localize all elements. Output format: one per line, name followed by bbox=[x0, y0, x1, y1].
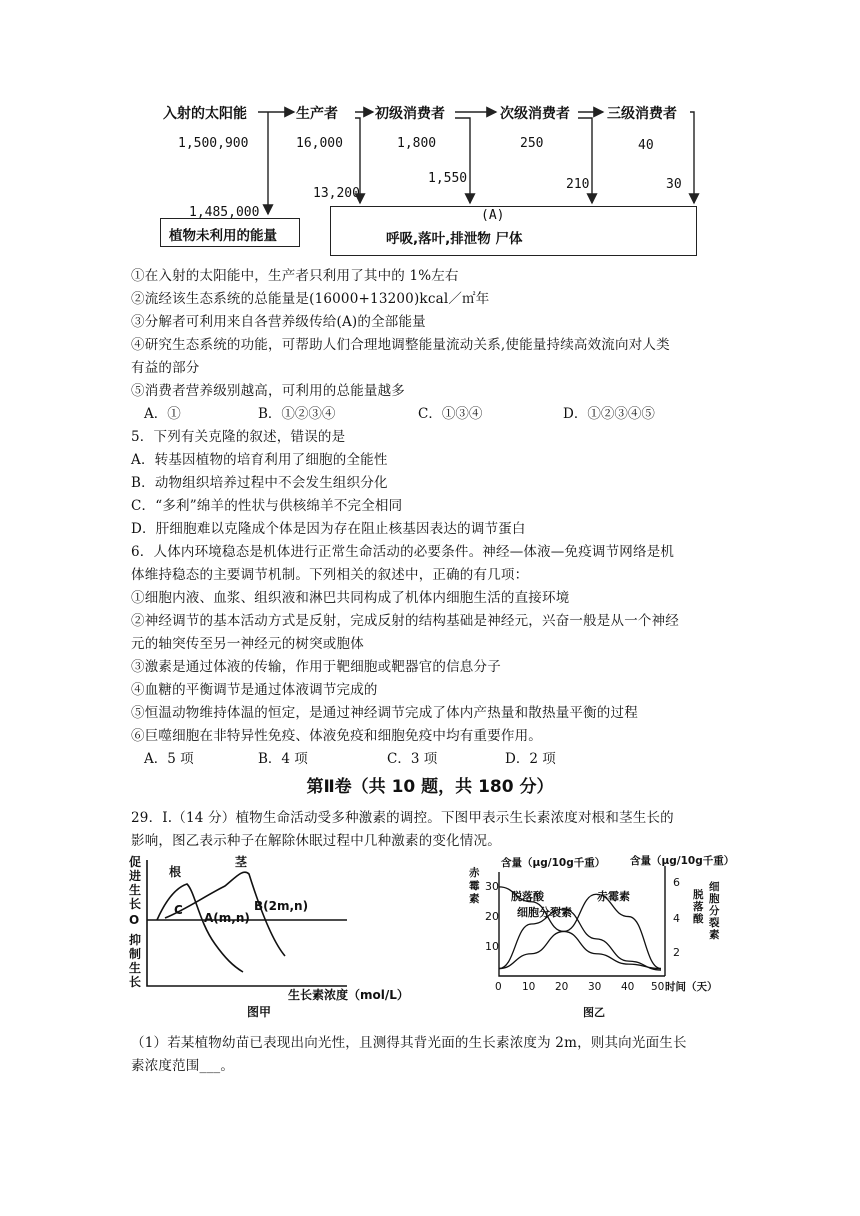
fig-yi-xtick-10: 10 bbox=[522, 981, 536, 993]
fig-yi-left-axis-label: 赤霉素 bbox=[469, 867, 480, 905]
side-value-2: 1,550 bbox=[428, 171, 468, 186]
node-secondary-consumer: 次级消费者 bbox=[500, 106, 570, 122]
value-secondary: 250 bbox=[520, 136, 544, 151]
fig-yi-left-tick-30: 30 bbox=[485, 880, 499, 893]
fig-yi-right-tick-2: 2 bbox=[673, 946, 680, 959]
value-unused: 1,485,000 bbox=[189, 205, 260, 220]
node-primary-consumer: 初级消费者 bbox=[375, 106, 445, 122]
fig-yi-label-ck: 细胞分裂素 bbox=[517, 906, 572, 919]
q5-option-c: C．“多利”绵羊的性状与供核绵羊不完全相同 bbox=[131, 498, 403, 514]
node-sunlight: 入射的太阳能 bbox=[163, 106, 247, 122]
box-content: 呼吸,落叶,排泄物 尸体 bbox=[386, 231, 523, 247]
q29-intro-2: 影响，图乙表示种子在解除休眠过程中几种激素的变化情况。 bbox=[131, 833, 501, 849]
fig-yi-xtick-40: 40 bbox=[621, 981, 635, 993]
q4-statement-2: ②流经该生态系统的总能量是(16000+13200)kcal／㎡年 bbox=[131, 291, 490, 307]
node-tertiary-consumer: 三级消费者 bbox=[607, 106, 677, 122]
value-tertiary: 40 bbox=[638, 138, 654, 153]
value-producer: 16,000 bbox=[296, 136, 343, 151]
fig-jia-zero: O bbox=[129, 913, 140, 927]
q29-intro-1: 29．Ⅰ.（14 分）植物生命活动受多种激素的调控。下图甲表示生长素浓度对根和茎生长的 bbox=[131, 810, 674, 826]
fig-yi-xtick-0: 0 bbox=[495, 981, 502, 993]
fig-jia-stem-label: 茎 bbox=[235, 855, 248, 869]
q6-option-c: C．3 项 bbox=[387, 751, 438, 767]
box-a-label: (A) bbox=[481, 208, 505, 223]
fig-yi-xtick-50: 50 bbox=[651, 981, 665, 993]
fig-yi-axes bbox=[499, 872, 665, 976]
q5-option-d: D．肝细胞难以克隆成个体是因为存在阻止核基因表达的调节蛋白 bbox=[131, 521, 526, 537]
q4-option-d: D．①②③④⑤ bbox=[563, 406, 655, 422]
q4-statement-5: ⑤消费者营养级别越高，可利用的总能量越多 bbox=[131, 383, 405, 399]
fig-jia-caption: 图甲 bbox=[247, 1005, 272, 1019]
q4-statement-1: ①在入射的太阳能中，生产者只利用了其中的 1%左右 bbox=[131, 268, 459, 284]
fig-jia-root-label: 根 bbox=[169, 865, 182, 879]
fig-yi-right-unit: 含量（μg/10g千重） bbox=[630, 855, 735, 867]
q4-option-c: C．①③④ bbox=[418, 406, 483, 422]
q6-statement-6: ⑥巨噬细胞在非特异性免疫、体液免疫和细胞免疫中均有重要作用。 bbox=[131, 728, 542, 744]
q6-statement-3: ③激素是通过体液的传输，作用于靶细胞或靶器官的信息分子 bbox=[131, 659, 501, 675]
fig-jia-point-c: C bbox=[174, 903, 183, 917]
side-value-3: 210 bbox=[566, 177, 590, 192]
q5-option-b: B．动物组织培养过程中不会发生组织分化 bbox=[131, 475, 388, 491]
q5-option-a: A．转基因植物的培育利用了细胞的全能性 bbox=[131, 452, 388, 468]
fig-yi-left-unit: 含量（μg/10g千重） bbox=[501, 857, 606, 869]
q4-option-a: A．① bbox=[144, 406, 181, 422]
q6-statement-2: ②神经调节的基本活动方式是反射，完成反射的结构基础是神经元，兴奋一般是从一个神经 bbox=[131, 613, 679, 629]
section-title: 第Ⅱ卷（共 10 题，共 180 分） bbox=[306, 777, 554, 797]
fig-jia-ylabel-bottom: 抑制生长 bbox=[129, 933, 142, 989]
q6-statement-1: ①细胞内液、血浆、组织液和淋巴共同构成了机体内细胞生活的直接环境 bbox=[131, 590, 570, 606]
side-value-1: 13,200 bbox=[313, 186, 360, 201]
q29-sub1-line1: （1）若某植物幼苗已表现出向光性，且测得其背光面的生长素浓度为 2m，则其向光面生长 bbox=[131, 1035, 687, 1051]
q4-statement-4: ④研究生态系统的功能，可帮助人们合理地调整能量流动关系,使能量持续高效流向对人类 bbox=[131, 337, 670, 353]
value-primary: 1,800 bbox=[397, 136, 437, 151]
root-curve bbox=[157, 884, 243, 972]
value-sunlight: 1,500,900 bbox=[178, 136, 249, 151]
fig-yi-right-tick-6: 6 bbox=[673, 876, 680, 889]
fig-yi-left-tick-10: 10 bbox=[485, 940, 499, 953]
fig-yi-left-tick-20: 20 bbox=[485, 910, 499, 923]
fig-yi-label-aba: 脱落酸 bbox=[511, 890, 544, 903]
fig-jia-point-a: A(m,n) bbox=[204, 911, 250, 925]
fig-yi-xtick-20: 20 bbox=[555, 981, 569, 993]
figure-jia bbox=[125, 852, 445, 1024]
fig-yi-right-tick-4: 4 bbox=[673, 912, 680, 925]
fig-yi-xtick-30: 30 bbox=[588, 981, 602, 993]
q6-statement-4: ④血糖的平衡调节是通过体液调节完成的 bbox=[131, 682, 378, 698]
q6-option-a: A．5 项 bbox=[144, 751, 194, 767]
q6-option-b: B．4 项 bbox=[258, 751, 308, 767]
fig-yi-caption: 图乙 bbox=[583, 1006, 605, 1019]
q29-sub1-line2: 素浓度范围___。 bbox=[131, 1058, 235, 1074]
figure-yi bbox=[465, 852, 735, 1024]
fig-jia-xlabel: 生长素浓度（mol/L） bbox=[288, 988, 409, 1002]
q4-option-b: B．①②③④ bbox=[258, 406, 336, 422]
side-value-4: 30 bbox=[666, 177, 682, 192]
q5-stem: 5．下列有关克隆的叙述，错误的是 bbox=[131, 429, 346, 445]
q4-statement-4-cont: 有益的部分 bbox=[131, 360, 200, 376]
q6-stem-1: 6．人体内环境稳态是机体进行正常生命活动的必要条件。神经—体液—免疫调节网络是机 bbox=[131, 544, 675, 560]
q6-statement-5: ⑤恒温动物维持体温的恒定，是通过神经调节完成了体内产热量和散热量平衡的过程 bbox=[131, 705, 638, 721]
flow-arrows bbox=[0, 0, 860, 260]
unused-energy-label: 植物未利用的能量 bbox=[169, 228, 277, 244]
node-producer: 生产者 bbox=[296, 106, 338, 122]
fig-yi-label-ga: 赤霉素 bbox=[597, 890, 630, 903]
fig-yi-xunit: 时间（天） bbox=[665, 981, 718, 993]
fig-yi-right-label-1: 细胞分裂素 bbox=[709, 881, 720, 941]
q4-statement-3: ③分解者可利用来自各营养级传给(A)的全部能量 bbox=[131, 314, 426, 330]
q6-stem-2: 体维持稳态的主要调节机制。下列相关的叙述中，正确的有几项： bbox=[131, 567, 529, 583]
q6-option-d: D．2 项 bbox=[505, 751, 556, 767]
fig-jia-point-b: B(2m,n) bbox=[254, 899, 309, 913]
fig-yi-right-label-2: 脱落酸 bbox=[693, 889, 704, 925]
q6-statement-2-cont: 元的轴突传至另一神经元的树突或胞体 bbox=[131, 636, 364, 652]
fig-jia-ylabel-top: 促进生长 bbox=[129, 855, 142, 911]
